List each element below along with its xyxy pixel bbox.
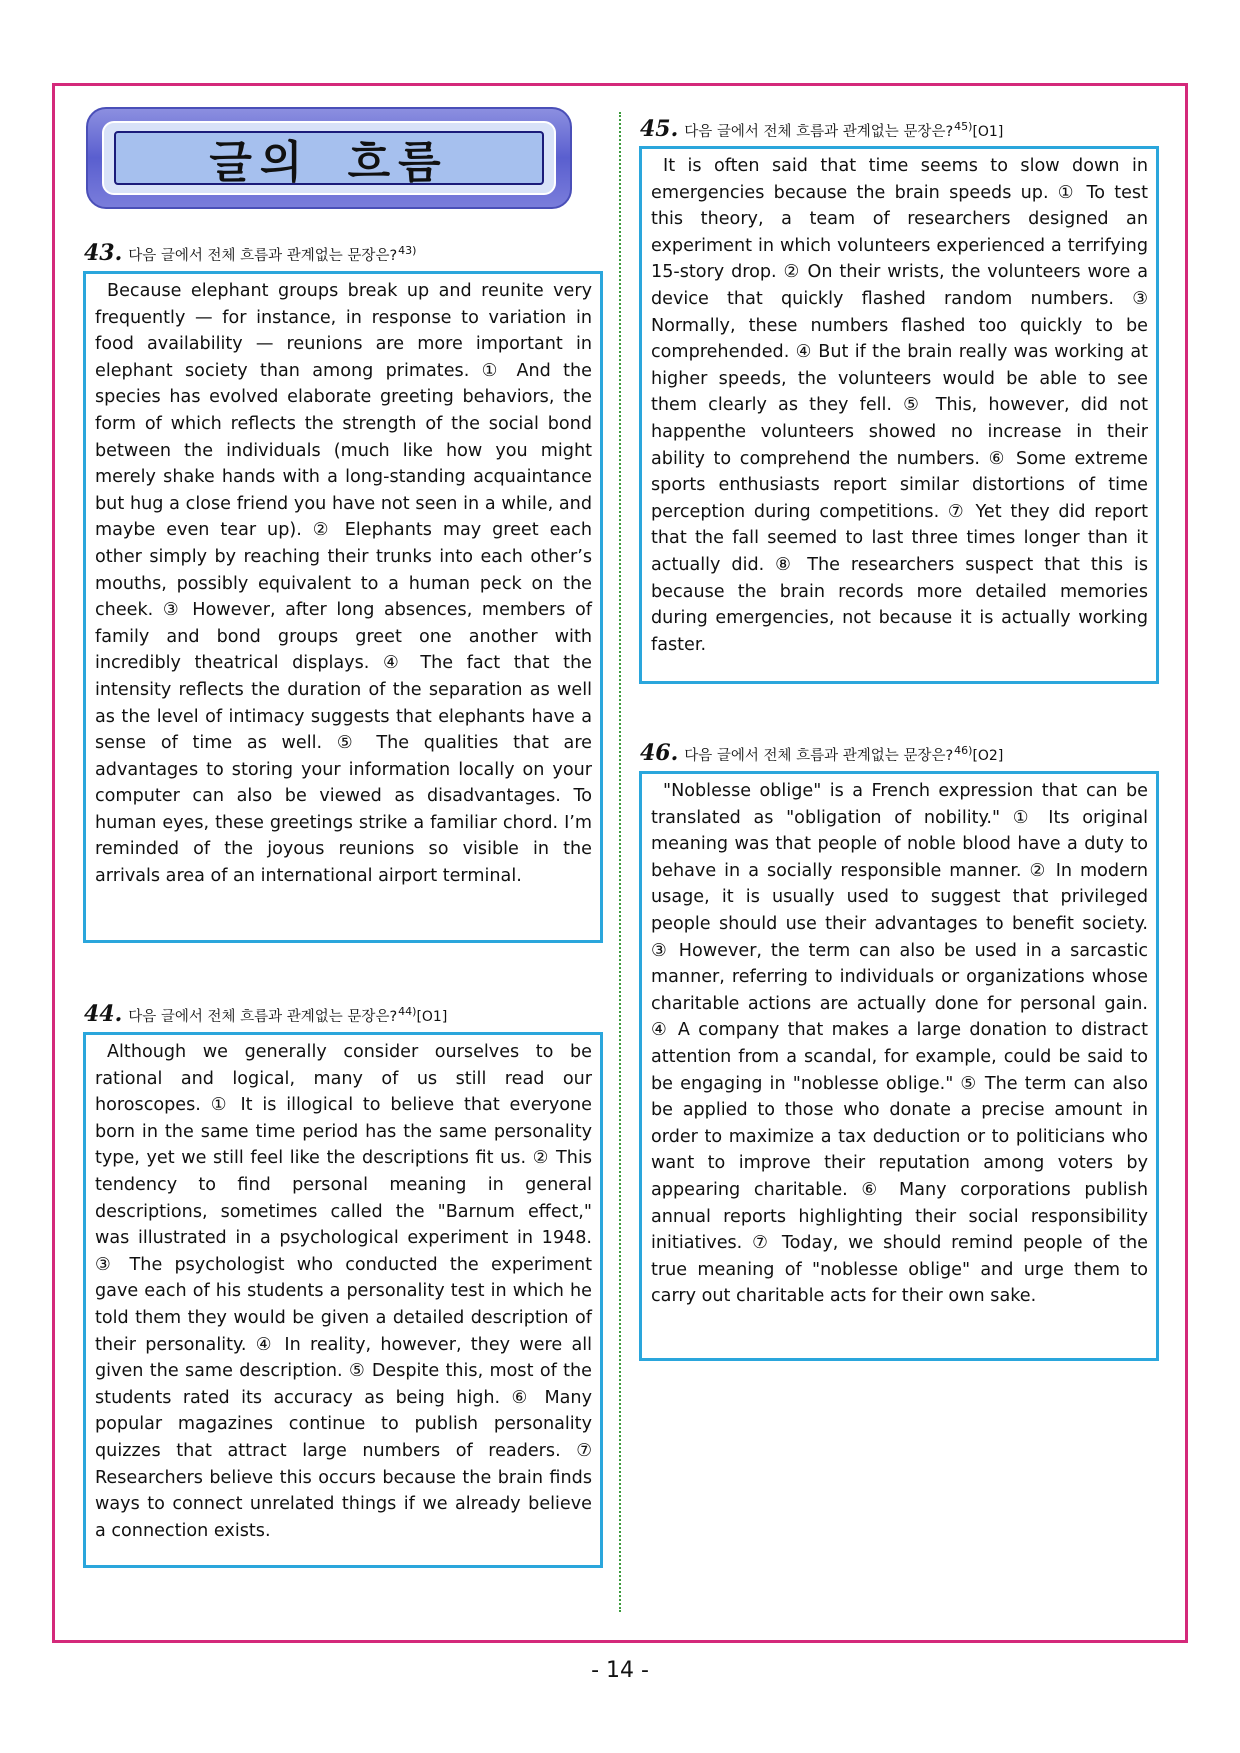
- question-prompt: 다음 글에서 전체 흐름과 관계없는 문장은?$^{46)}$[O2]: [684, 744, 1004, 764]
- question-number: 44.: [84, 1001, 123, 1027]
- footnote-tag: 44): [398, 1005, 417, 1019]
- question-number: 45.: [640, 116, 679, 142]
- question-46-header: [640, 740, 1003, 766]
- passage-box-45: [639, 146, 1159, 684]
- question-43-header: [84, 240, 416, 266]
- passage-text: It is often said that time seems to slow down in emergencies because the brain speeds up. ① To test this theory, a team of researchers designed an experiment in which volunteers experienced a terrifying 15-story drop. ② On their wrists, the volunteers wore a device that quickly flashed random numbers. ③ Normally, these numbers flashed too quickly to be comprehended. ④ But if the brain really was working at higher speeds, the volunteers would be able to see them clearly as they fell. ⑤ This, however, did not happenthe volunteers showed no increase in their ability to comprehend the numbers. ⑥ Some extreme sports enthusiasts report similar distortions of time perception during competitions. ⑦ Yet they did report that the fall seemed to last three times longer than it actually did. ⑧ The researchers suspect that this is because the brain records more detailed memories during emergencies, not because it is actually working faster.: [651, 156, 1148, 655]
- passage-text: Although we generally consider ourselves to be rational and logical, many of us still read our horoscopes. ① It is illogical to believe that everyone born in the same time period has the same personality type, yet we still feel like the descriptions fit us. ② This tendency to find personal meaning in general descriptions, sometimes called the "Barnum effect," was illustrated in a psychological experiment in 1948. ③ The psychologist who conducted the experiment gave each of his students a personality test in which he told them they would be given a detailed description of their personality. ④ In reality, however, they were all given the same description. ⑤ Despite this, most of the students rated its accuracy as being high. ⑥ Many popular magazines continue to publish personality quizzes that attract large numbers of readers. ⑦ Researchers believe this occurs because the brain finds ways to connect unrelated things if we already believe a connection exists.: [95, 1042, 592, 1541]
- title-box: [114, 131, 544, 188]
- passage-box-43: [83, 271, 603, 943]
- footnote-tag: 43): [398, 244, 417, 258]
- section-title: 글의 흐름: [209, 137, 449, 188]
- passage-text: "Noblesse oblige" is a French expression that can be translated as "obligation of nobility." ① Its original meaning was that people of noble blood have a duty to behave in a socially responsible manner. ② In modern usage, it is usually used to suggest that privileged people should use their advantages to benefit society. ③ However, the term can also be used in a sarcastic manner, referring to individuals or organizations whose charitable actions are actually done for personal gain. ④ A company that makes a large donation to distract attention from a scandal, for example, could be said to be engaging in "noblesse oblige." ⑤ The term can also be applied to those who donate a precise amount in order to maximize a tax deduction or to politicians who want to improve their reputation among voters by appearing charitable. ⑥ Many corporations publish annual reports highlighting their social responsibility initiatives. ⑦ Today, we should remind people of the true meaning of "noblesse oblige" and urge them to carry out charitable acts for their own sake.: [651, 781, 1148, 1307]
- footnote-tag: 46): [954, 744, 973, 758]
- question-prompt: 다음 글에서 전체 흐름과 관계없는 문장은?$^{44)}$[O1]: [128, 1005, 448, 1025]
- question-number: 46.: [640, 740, 679, 766]
- section-title-banner: [86, 107, 572, 209]
- question-number: 43.: [84, 240, 123, 266]
- page-number: - 14 -: [591, 1658, 649, 1683]
- level-tag: [O1]: [416, 1009, 448, 1025]
- passage-box-44: [83, 1032, 603, 1568]
- question-44-header: [84, 1001, 447, 1027]
- passage-text: Because elephant groups break up and reunite very frequently — for instance, in response to variation in food availability — reunions are more important in elephant society than among primates. ① And the species has evolved elaborate greeting behaviors, the form of which reflects the strength of the social bond between the individuals (much like how you might merely shake hands with a long-standing acquaintance but hug a close friend you have not seen in a while, and maybe even tear up). ② Elephants may greet each other simply by reaching their trunks into each other’s mouths, possibly equivalent to a human peck on the cheek. ③ However, after long absences, members of family and bond groups greet one another with incredibly theatrical displays. ④ The fact that the intensity reflects the duration of the separation as well as the level of intimacy suggests that elephants have a sense of time as well. ⑤ The qualities that are advantages to storing your information locally on your computer can also be viewed as disadvantages. To human eyes, these greetings strike a familiar chord. I’m reminded of the joyous reunions so visible in the arrivals area of an international airport terminal.: [95, 281, 592, 887]
- column-divider: [619, 112, 621, 1612]
- question-45-header: [640, 116, 1003, 142]
- title-inner-frame: [102, 121, 556, 195]
- level-tag: [O1]: [972, 124, 1004, 140]
- passage-box-46: [639, 771, 1159, 1361]
- question-prompt: 다음 글에서 전체 흐름과 관계없는 문장은?$^{43)}$: [128, 244, 417, 264]
- footnote-tag: 45): [954, 120, 973, 134]
- question-prompt: 다음 글에서 전체 흐름과 관계없는 문장은?$^{45)}$[O1]: [684, 120, 1004, 140]
- level-tag: [O2]: [972, 748, 1004, 764]
